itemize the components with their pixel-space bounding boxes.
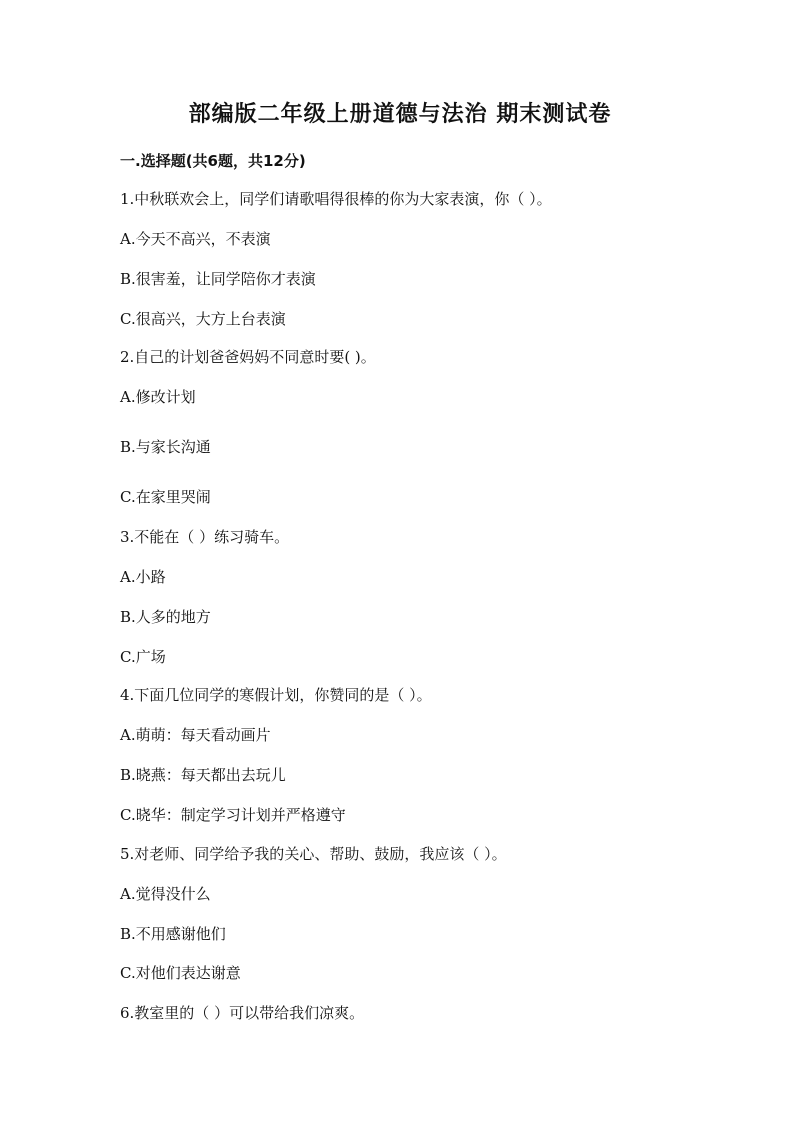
- question-5-option-c: C.对他们表达谢意: [120, 964, 241, 982]
- question-3-option-c: C.广场: [120, 648, 166, 666]
- section-heading: 一.选择题(共6题，共12分): [120, 152, 306, 170]
- question-4-stem: 4.下面几位同学的寒假计划，你赞同的是（ ）。: [120, 686, 432, 704]
- question-1-option-b: B.很害羞，让同学陪你才表演: [120, 270, 316, 288]
- question-1-option-c: C.很高兴，大方上台表演: [120, 310, 286, 328]
- question-3-stem: 3.不能在（ ）练习骑车。: [120, 528, 290, 546]
- question-2-option-a: A.修改计划: [120, 388, 196, 406]
- question-5-option-a: A.觉得没什么: [120, 885, 211, 903]
- question-2-stem: 2.自己的计划爸爸妈妈不同意时要( )。: [120, 348, 376, 366]
- question-2-option-c: C.在家里哭闹: [120, 488, 211, 506]
- question-4-option-c: C.晓华：制定学习计划并严格遵守: [120, 806, 346, 824]
- question-4-option-a: A.萌萌：每天看动画片: [120, 726, 271, 744]
- question-5-option-b: B.不用感谢他们: [120, 925, 226, 943]
- page-title: 部编版二年级上册道德与法治 期末测试卷: [188, 102, 612, 127]
- question-6-stem: 6.教室里的（ ）可以带给我们凉爽。: [120, 1004, 365, 1022]
- question-2-option-b: B.与家长沟通: [120, 438, 211, 456]
- question-5-stem: 5.对老师、同学给予我的关心、帮助、鼓励，我应该（ ）。: [120, 845, 507, 863]
- question-1-stem: 1.中秋联欢会上，同学们请歌唱得很棒的你为大家表演，你（ ）。: [120, 190, 552, 208]
- question-3-option-a: A.小路: [120, 568, 166, 586]
- question-4-option-b: B.晓燕：每天都出去玩儿: [120, 766, 286, 784]
- question-3-option-b: B.人多的地方: [120, 608, 211, 626]
- question-1-option-a: A.今天不高兴，不表演: [120, 230, 271, 248]
